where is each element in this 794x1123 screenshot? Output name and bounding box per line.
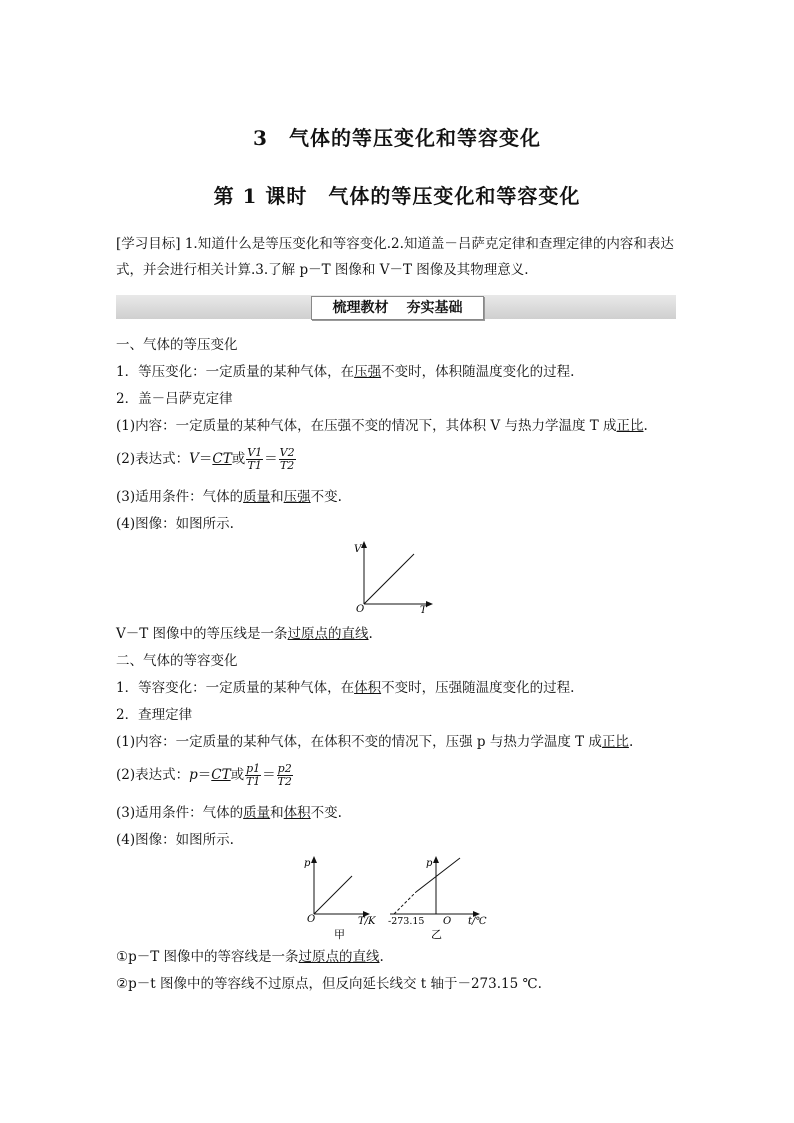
numerator: p1 bbox=[246, 762, 261, 775]
text: 1．等容变化：一定质量的某种气体，在 bbox=[116, 680, 355, 696]
isobar-line bbox=[364, 554, 414, 604]
variable: p bbox=[189, 767, 198, 783]
sec2-line7 bbox=[116, 947, 384, 967]
underlined-answer: 过原点的直线 bbox=[298, 949, 380, 965]
sec1-line3 bbox=[116, 416, 648, 436]
x-axis-arrow bbox=[426, 601, 433, 607]
banner-right: 夯实基础 bbox=[406, 300, 463, 316]
denominator: T2 bbox=[279, 459, 295, 472]
underlined-answer: 正比 bbox=[601, 734, 629, 750]
y-label: p bbox=[304, 858, 311, 869]
text: 和 bbox=[270, 805, 284, 821]
underlined-answer: CT bbox=[212, 451, 232, 467]
text: ＝ bbox=[198, 451, 213, 467]
numerator: V2 bbox=[279, 446, 295, 459]
text: (1)内容：一定质量的某种气体，在体积不变的情况下，压强 p 与热力学温度 T 成 bbox=[116, 734, 602, 750]
sec2-line8: ②p－t 图像中的等容线不过原点，但反向延长线交 t 轴于－273.15 ℃. bbox=[116, 976, 542, 992]
fraction bbox=[279, 447, 296, 472]
underlined-answer: 体积 bbox=[354, 680, 382, 696]
goals-text: 1.知道什么是等压变化和等容变化.2.知道盖－吕萨克定律和查理定律的内容和表达式，并会进行相关计算.3.了解 p－T 图像和 V－T 图像及其物理意义. bbox=[116, 236, 674, 278]
graph-caption: 乙 bbox=[431, 928, 442, 941]
text: ①p－T 图像中的等容线是一条 bbox=[116, 949, 299, 965]
sec2-line1 bbox=[116, 678, 574, 698]
denominator: T2 bbox=[277, 775, 292, 788]
isochore-line bbox=[314, 876, 352, 914]
text: . bbox=[379, 949, 384, 965]
sec1-line2: 2．盖－吕萨克定律 bbox=[116, 391, 233, 407]
text: 不变时，压强随温度变化的过程. bbox=[381, 680, 575, 696]
underlined-answer: 质量 bbox=[243, 805, 271, 821]
text: V－T 图像中的等压线是一条 bbox=[116, 626, 288, 642]
section2-heading: 二、气体的等容变化 bbox=[116, 653, 238, 669]
origin-label: O bbox=[443, 916, 452, 927]
origin-label: O bbox=[307, 914, 316, 925]
text: 和 bbox=[270, 489, 284, 505]
text: 或 bbox=[230, 767, 245, 783]
origin-label: O bbox=[356, 604, 365, 615]
text: 不变. bbox=[310, 805, 342, 821]
underlined-answer: 过原点的直线 bbox=[287, 626, 369, 642]
text: ＝ bbox=[197, 767, 212, 783]
y-axis-arrow bbox=[361, 541, 367, 548]
sec2-line5 bbox=[116, 803, 342, 823]
text: 1．等压变化：一定质量的某种气体，在 bbox=[116, 364, 355, 380]
numerator: V1 bbox=[247, 446, 263, 459]
denominator: T1 bbox=[247, 459, 262, 472]
text: (3)适用条件：气体的 bbox=[116, 805, 244, 821]
text: . bbox=[368, 626, 373, 642]
graph-caption: 甲 bbox=[334, 928, 345, 941]
text: 或 bbox=[231, 451, 246, 467]
text: (1)内容：一定质量的某种气体，在压强不变的情况下，其体积 V 与热力学温度 T 成 bbox=[116, 418, 617, 434]
y-axis-arrow bbox=[311, 856, 317, 863]
fraction bbox=[245, 763, 261, 788]
underlined-answer: 质量 bbox=[243, 489, 271, 505]
text: (2)表达式： bbox=[116, 451, 190, 467]
extension-dashed-line bbox=[394, 892, 416, 914]
sec1-line5 bbox=[116, 487, 342, 507]
underlined-answer: CT bbox=[211, 767, 231, 783]
y-axis-arrow bbox=[433, 856, 439, 863]
underlined-answer: 体积 bbox=[283, 805, 311, 821]
underlined-answer: 正比 bbox=[616, 418, 644, 434]
text: . bbox=[628, 734, 634, 750]
sec1-formula: (2)表达式：V＝CT或 $\frac{V1}{T1}$ ＝ $\frac{V2}{T2}$ bbox=[116, 446, 295, 472]
underlined-answer: 压强 bbox=[283, 489, 311, 505]
sec2-line6: (4)图像：如图所示. bbox=[116, 832, 234, 848]
x-label: t/℃ bbox=[468, 916, 487, 927]
denominator: T1 bbox=[245, 775, 261, 788]
page-title: 3 气体的等压变化和等容变化 bbox=[253, 126, 541, 150]
intercept-label: -273.15 bbox=[388, 916, 425, 927]
variable: V bbox=[189, 451, 199, 467]
text: (3)适用条件：气体的 bbox=[116, 489, 244, 505]
section1-heading: 一、气体的等压变化 bbox=[116, 337, 238, 353]
sec2-line3 bbox=[116, 732, 633, 752]
section-banner bbox=[311, 296, 484, 320]
fraction bbox=[277, 763, 293, 788]
goals-tag: [学习目标] bbox=[116, 236, 181, 252]
banner-left: 梳理教材 bbox=[332, 300, 389, 316]
lesson-subtitle: 第 1 课时 气体的等压变化和等容变化 bbox=[213, 184, 581, 208]
learning-goals bbox=[116, 231, 676, 283]
numerator: p2 bbox=[277, 762, 292, 775]
pt-celsius-graph bbox=[388, 852, 492, 942]
isochore-line bbox=[416, 858, 460, 892]
text: . bbox=[643, 418, 648, 434]
sec1-line1 bbox=[116, 362, 574, 382]
text: (2)表达式： bbox=[116, 767, 190, 783]
text: 不变. bbox=[310, 489, 342, 505]
y-label: V bbox=[354, 544, 362, 555]
vt-graph bbox=[350, 538, 440, 616]
sec1-line7 bbox=[116, 624, 373, 644]
sec1-line6: (4)图像：如图所示. bbox=[116, 516, 234, 532]
sec2-formula: (2)表达式：p＝CT或 $\frac{p1}{T1}$ ＝ $\frac{p2}{T2}$ bbox=[116, 762, 292, 788]
x-label: T/K bbox=[358, 916, 376, 927]
x-label: T bbox=[420, 605, 427, 616]
text: 不变时，体积随温度变化的过程. bbox=[381, 364, 575, 380]
sec2-line2: 2．查理定律 bbox=[116, 707, 193, 723]
pT-graph bbox=[298, 852, 388, 942]
underlined-answer: 压强 bbox=[354, 364, 382, 380]
fraction bbox=[246, 447, 263, 472]
y-label: p bbox=[426, 858, 433, 869]
